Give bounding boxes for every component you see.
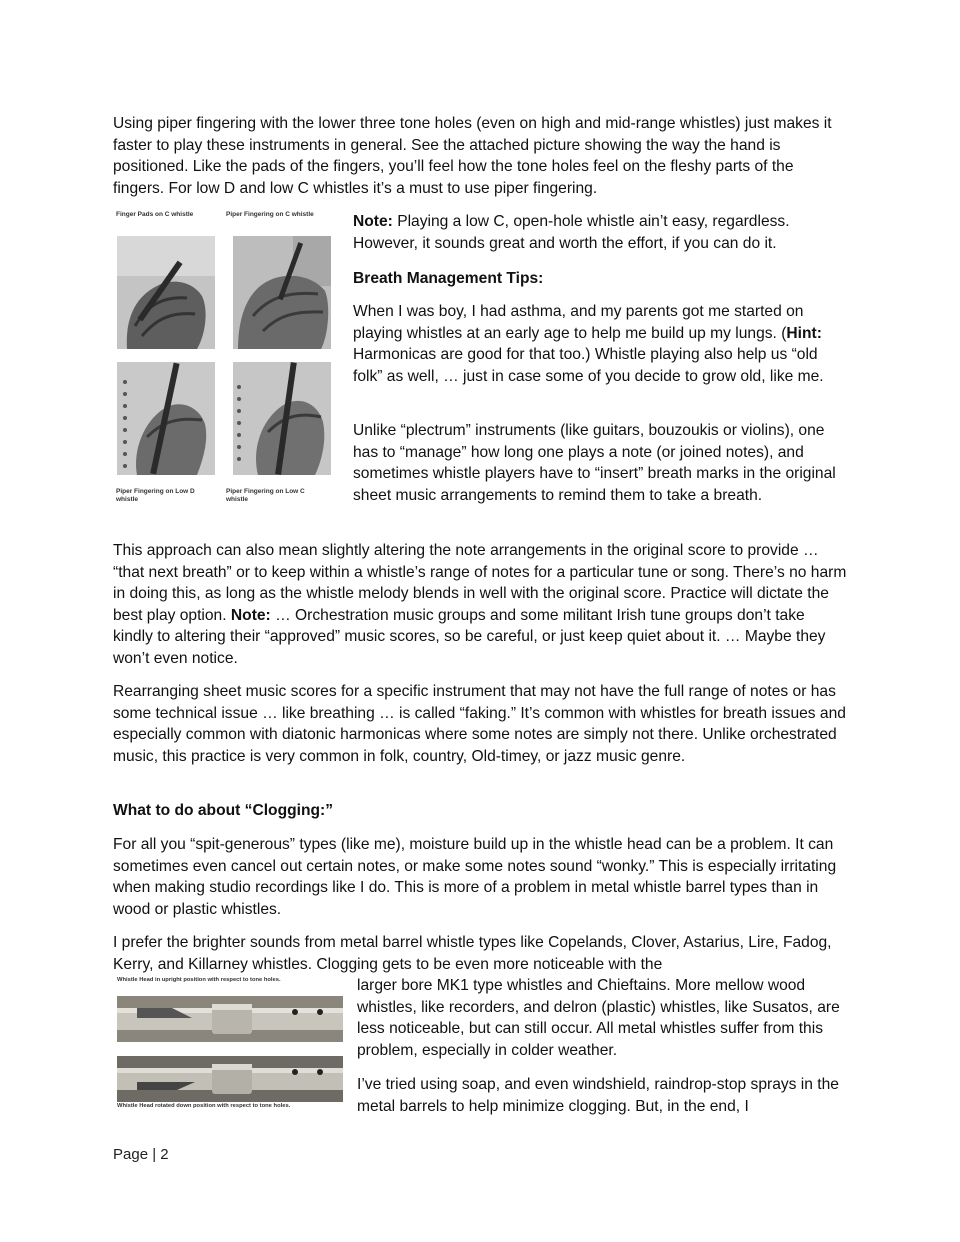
clogging-paragraph-2-side: larger bore MK1 type whistles and Chieftains. More mellow wood whistles, like recorders, and delron (plastic) whistles, like Susatos, are less noticeable, but can still occur. All metal whistles suffer from this problem, especially in colder weather. xyxy=(357,977,840,1059)
page-footer xyxy=(113,1146,169,1163)
photo-finger-pads-c xyxy=(117,236,215,349)
approach-paragraph xyxy=(113,540,848,669)
clogging-paragraph-1: For all you “spit-generous” types (like me), moisture build up in the whistle head can be a problem. It can sometimes even cancel out certain notes, or make some notes sound “wonky.” This is especially irritating when making studio recordings like I do. This is more of a problem in metal whistle barrel types than in wood or plastic whistles. xyxy=(113,836,837,918)
photo-whistle-upright xyxy=(117,996,343,1042)
photo-piper-fingering-c xyxy=(233,236,331,349)
clogging-paragraph-3: I’ve tried using soap, and even windshield, raindrop-stop sprays in the metal barrels to help minimize clogging. But, in the end, I xyxy=(357,1076,839,1115)
approach-text-b: … Orchestration music groups and some militant Irish tune groups don’t take kindly to altering their “approved” music scores, so be careful, or just keep quiet about it. … Maybe they won’t even notice. xyxy=(113,606,826,667)
caption-piper-fingering-low-c: Piper Fingering on Low C whistle xyxy=(226,488,305,503)
breath-p1-text-b: Harmonicas are good for that too.) Whistle playing also help us “old folk” as well, … just in case some of you decide to grow old, like me. xyxy=(353,346,824,385)
note-text: Playing a low C, open-hole whistle ain’t easy, regardless. However, it sounds great and worth the effort, if you can do it. xyxy=(353,213,790,252)
footer-separator: | xyxy=(152,1146,157,1163)
photo-whistle-rotated xyxy=(117,1056,343,1102)
breath-p1-text-a: When I was boy, I had asthma, and my parents got me started on playing whistles at an early age to help me build up my lungs. ( xyxy=(353,303,804,342)
note-label: Note: xyxy=(353,213,393,230)
clogging-paragraph-2-top: I prefer the brighter sounds from metal barrel whistle types like Copelands, Clover, Astarius, Lire, Fadog, Kerry, and Killarney whistles. Clogging gets to be even more noticeable with the xyxy=(113,934,832,973)
caption-whistle-upright: Whistle Head in upright position with respect to tone holes. xyxy=(117,977,281,983)
caption-piper-fingering-c: Piper Fingering on C whistle xyxy=(226,211,314,218)
intro-paragraph: Using piper fingering with the lower three tone holes (even on high and mid-range whistles) just makes it faster to play these instruments in general. See the attached picture showing the way the hand is positioned. Like the pads of the fingers, you’ll feel how the tone holes feel on the fleshy parts of the fingers. For low D and low C whistles it’s a must to use piper fingering. xyxy=(113,115,832,197)
approach-text-a: This approach can also mean slightly altering the note arrangements in the original score to provide … “that next breath” or to keep within a whistle’s range of notes for a particular tune or song. There’s no harm in doing this, as long as the whistle melody blends in well with the original score. Practice will dictate the best play option. xyxy=(113,542,847,624)
breath-paragraph-1 xyxy=(353,301,850,387)
footer-page-label: Page xyxy=(113,1146,149,1163)
caption-whistle-rotated: Whistle Head rotated down position with respect to tone holes. xyxy=(117,1103,291,1109)
footer-page-number: 2 xyxy=(160,1146,169,1163)
breath-management-heading: Breath Management Tips: xyxy=(353,270,544,287)
clogging-heading: What to do about “Clogging:” xyxy=(113,802,333,819)
photo-piper-fingering-low-c xyxy=(233,362,331,475)
hint-label: Hint: xyxy=(786,324,822,342)
faking-paragraph: Rearranging sheet music scores for a specific instrument that may not have the full range of notes or has some technical issue … like breathing … is called “faking.” It’s common with whistles for breath issues and especially common with diatonic harmonicas where some notes are simply not there. Unlike orchestrated music, this practice is very common in folk, country, Old-timey, or jazz music genre. xyxy=(113,683,846,765)
photo-piper-fingering-low-d xyxy=(117,362,215,475)
caption-finger-pads-c: Finger Pads on C whistle xyxy=(116,211,194,218)
caption-piper-fingering-low-d: Piper Fingering on Low D whistle xyxy=(116,488,195,503)
note-paragraph xyxy=(353,211,848,254)
breath-paragraph-2: Unlike “plectrum” instruments (like guitars, bouzoukis or violins), one has to “manage” how long one plays a note (or joined notes), and sometimes whistle players have to “insert” breath marks in the original sheet music arrangements to remind them to take a breath. xyxy=(353,422,836,504)
approach-note-label: Note: xyxy=(230,606,271,624)
